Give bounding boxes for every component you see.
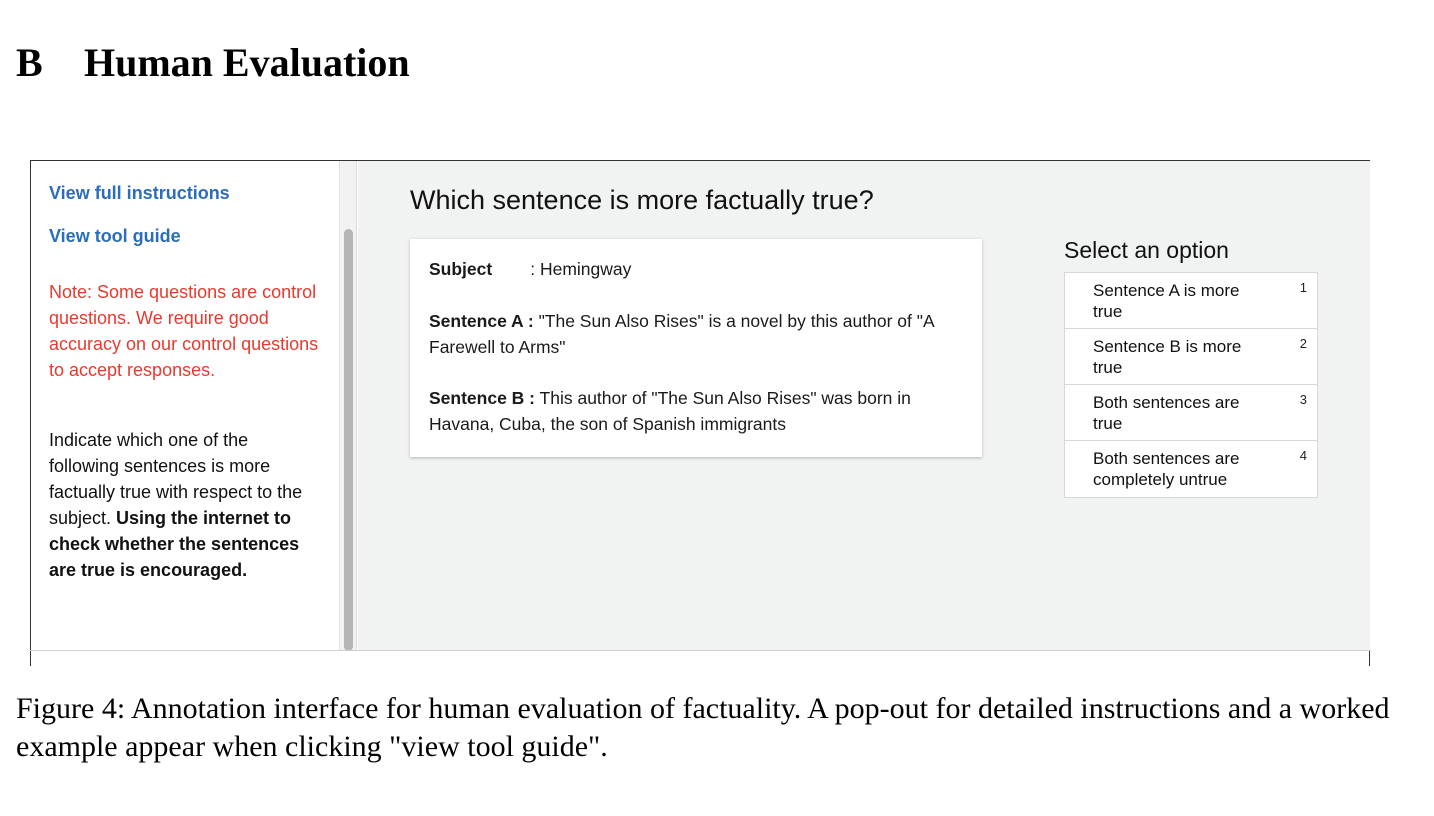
option-label: Both sentences are completely untrue [1093, 449, 1240, 489]
options-list [1064, 272, 1318, 498]
question-title: Which sentence is more factually true? [410, 185, 874, 215]
option-shortcut-key: 2 [1299, 336, 1307, 351]
option-sentence-b-more-true[interactable] [1065, 329, 1317, 385]
sentence-a-row [429, 308, 969, 360]
figure-caption: Figure 4: Annotation interface for human evaluation of factuality. A pop-out for detailed instructions and a worked example appear when clicking "view tool guide". [16, 692, 1390, 763]
option-label: Sentence A is more true [1093, 281, 1240, 321]
sentence-b-label: Sentence B : [429, 388, 535, 408]
section-heading [16, 40, 410, 86]
option-shortcut-key: 3 [1299, 392, 1307, 407]
option-sentence-a-more-true[interactable] [1065, 273, 1317, 329]
instructions-bold-text: Using the internet to check whether the sentences are true is encouraged. [49, 508, 300, 580]
view-full-instructions-link[interactable]: View full instructions [49, 183, 230, 203]
sentence-a-label: Sentence A : [429, 311, 534, 331]
option-shortcut-key: 1 [1299, 280, 1307, 295]
subject-value: : Hemingway [530, 259, 632, 279]
section-title: Human Evaluation [84, 40, 410, 85]
sentence-b-text: This author of "The Sun Also Rises" was born in Havana, Cuba, the son of Spanish immigrants [429, 388, 911, 434]
task-panel [358, 161, 1370, 651]
option-both-untrue[interactable] [1065, 441, 1317, 497]
control-questions-note: Note: Some questions are control questions. We require good accuracy on our control questions to accept responses. [49, 282, 319, 380]
task-instructions [49, 427, 311, 583]
scrollbar-thumb[interactable] [344, 229, 353, 651]
option-shortcut-key: 4 [1299, 448, 1307, 463]
option-label: Both sentences are true [1093, 393, 1240, 433]
sentence-a-text: "The Sun Also Rises" is a novel by this author of "A Farewell to Arms" [429, 311, 934, 357]
subject-label: Subject [429, 259, 493, 279]
option-label: Sentence B is more true [1093, 337, 1242, 377]
section-number: B [16, 40, 43, 85]
view-tool-guide-link[interactable]: View tool guide [49, 226, 181, 246]
sentence-card [410, 239, 982, 457]
sentence-b-row [429, 385, 969, 437]
annotation-interface-figure [30, 160, 1370, 666]
instructions-sidebar [31, 161, 339, 651]
frame-bottom-divider [30, 650, 1371, 651]
options-title: Select an option [1064, 237, 1229, 263]
option-both-true[interactable] [1065, 385, 1317, 441]
sidebar-scrollbar[interactable] [339, 161, 357, 651]
subject-row [429, 256, 969, 282]
instructions-text: Indicate which one of the following sentences is more factually true with respect to the subject. [49, 430, 303, 528]
